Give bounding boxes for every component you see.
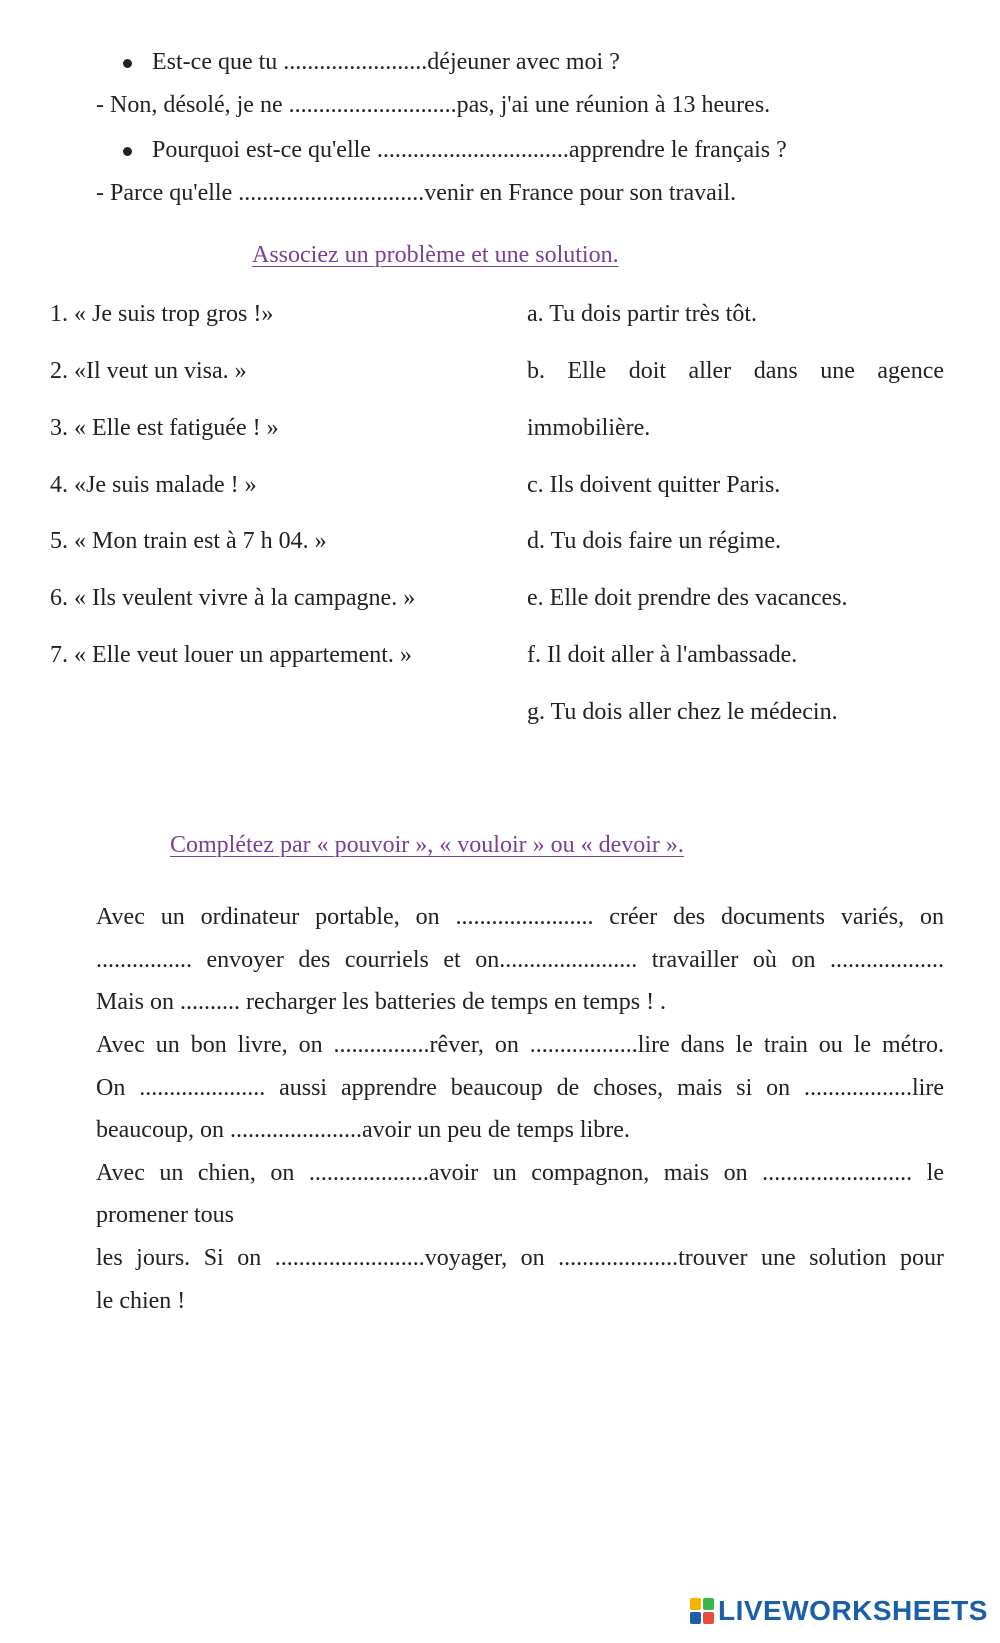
solution-g: g. Tu dois aller chez le médecin. [527, 699, 838, 725]
exercise-line: beaucoup, on ......................avoir un peu de temps libre. [96, 1117, 630, 1143]
problem-item: 1. « Je suis trop gros !» [50, 301, 274, 327]
problem-item: 7. « Elle veut louer un appartement. » [50, 642, 412, 668]
bullet-marker [123, 59, 132, 68]
exercise-line: Avec un ordinateur portable, on ....................... créer des documents variés, on [96, 904, 944, 930]
bullet-marker [123, 147, 132, 156]
solution-e: e. Elle doit prendre des vacances. [527, 585, 848, 611]
problem-item: 2. «Il veut un visa. » [50, 358, 247, 384]
problem-item: 5. « Mon train est à 7 h 04. » [50, 528, 327, 554]
liveworksheets-logo [690, 1595, 988, 1627]
exercise-line: les jours. Si on .........................voyager, on ....................trouver une solution pour [96, 1245, 944, 1271]
match-section-title: Associez un problème et une solution. [252, 242, 619, 268]
liveworksheets-logo-icon [690, 1598, 714, 1624]
solution-a: a. Tu dois partir très tôt. [527, 301, 758, 327]
complete-section-title: Complétez par « pouvoir », « vouloir » ou « devoir ». [170, 832, 684, 858]
problem-item: 6. « Ils veulent vivre à la campagne. » [50, 585, 416, 611]
exercise-line: Mais on .......... recharger les batteries de temps en temps ! . [96, 989, 667, 1015]
exercise-line: Avec un chien, on ....................avoir un compagnon, mais on ......................... le [96, 1160, 944, 1186]
exercise-line: On ..................... aussi apprendre beaucoup de choses, mais si on ..................lire [96, 1075, 944, 1101]
solution-d: d. Tu dois faire un régime. [527, 528, 781, 554]
exercise-line: promener tous [96, 1202, 234, 1228]
problem-item: 3. « Elle est fatiguée ! » [50, 415, 279, 441]
dialogue-question-1: Est-ce que tu ........................déjeuner avec moi ? [152, 49, 620, 75]
exercise-line: ................ envoyer des courriels et on....................... travailler où on ................... [96, 947, 944, 973]
solution-b-continued: immobilière. [527, 415, 651, 441]
dialogue-answer-1: - Non, désolé, je ne ............................pas, j'ai une réunion à 13 heures. [96, 92, 771, 118]
solution-b: b. Elle doit aller dans une agence [527, 358, 944, 384]
exercise-line: le chien ! [96, 1288, 186, 1314]
dialogue-question-2: Pourquoi est-ce qu'elle ................................apprendre le français ? [152, 137, 787, 163]
exercise-line: Avec un bon livre, on ................rêver, on ..................lire dans le train ou le métro. [96, 1032, 944, 1058]
problem-item: 4. «Je suis malade ! » [50, 472, 257, 498]
liveworksheets-brand: LIVEWORKSHEETS [718, 1595, 988, 1626]
solution-c: c. Ils doivent quitter Paris. [527, 472, 781, 498]
dialogue-answer-2: - Parce qu'elle ...............................venir en France pour son travail. [96, 180, 737, 206]
solution-f: f. Il doit aller à l'ambassade. [527, 642, 798, 668]
